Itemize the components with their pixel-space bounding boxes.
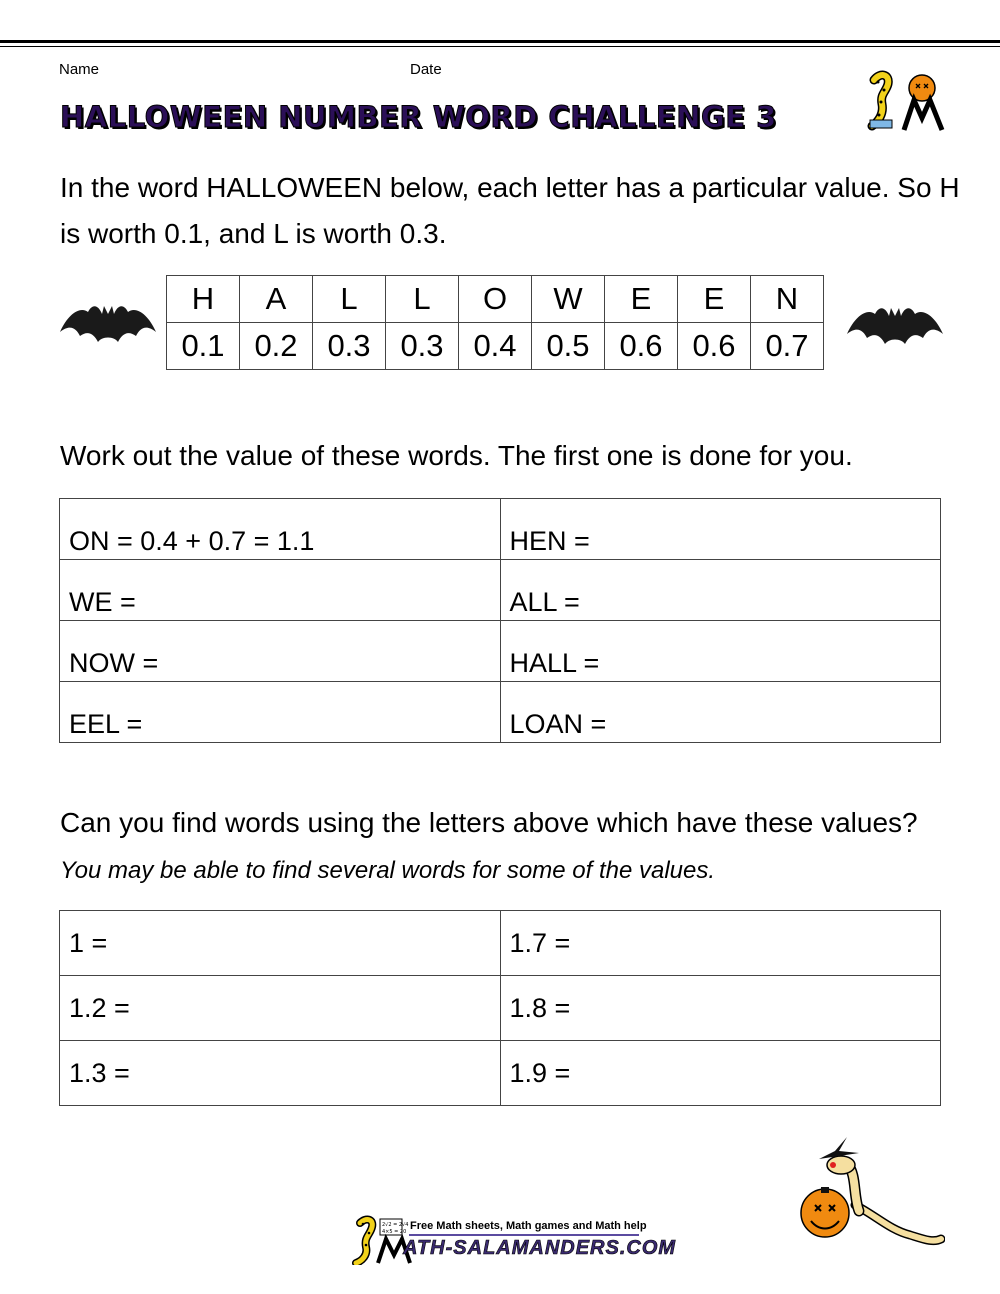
answer-cell[interactable]: 1.2 = (60, 976, 501, 1041)
bat-icon (845, 294, 945, 358)
footer-divider (409, 1234, 639, 1236)
table-row (60, 682, 941, 743)
value-cell: 0.6 (678, 323, 751, 370)
answer-cell[interactable]: 1.9 = (500, 1041, 941, 1106)
word-value-table (59, 498, 941, 743)
answer-cell[interactable]: LOAN = (500, 682, 941, 743)
question-hint: You may be able to find several words for some of the values. (60, 857, 716, 884)
letter-cell: O (459, 276, 532, 323)
top-rule-thin (0, 46, 1000, 47)
value-cell: 0.7 (751, 323, 824, 370)
top-rule (0, 40, 1000, 43)
question-main: Can you find words using the letters above which have these values? (60, 807, 918, 838)
value-cell: 0.4 (459, 323, 532, 370)
footer-site-link[interactable]: ATH-SALAMANDERS.COM (403, 1237, 677, 1259)
letter-cell: L (386, 276, 459, 323)
logo-formula-2: 4×5 = 20 (382, 1229, 407, 1235)
answer-cell[interactable]: EEL = (60, 682, 501, 743)
answer-cell[interactable]: HEN = (500, 499, 941, 560)
table-row (60, 560, 941, 621)
letter-cell: E (678, 276, 751, 323)
value-cell: 0.3 (313, 323, 386, 370)
value-cell: 0.1 (167, 323, 240, 370)
value-cell: 0.3 (386, 323, 459, 370)
find-words-table (59, 910, 941, 1106)
bat-icon (58, 292, 158, 356)
answer-cell[interactable]: ON = 0.4 + 0.7 = 1.1 (60, 499, 501, 560)
table-row (60, 976, 941, 1041)
letter-value-table (166, 275, 824, 370)
answer-cell[interactable]: ALL = (500, 560, 941, 621)
value-cell: 0.2 (240, 323, 313, 370)
footer-tagline: Free Math sheets, Math games and Math help (410, 1220, 647, 1232)
intro-text: In the word HALLOWEEN below, each letter has a particular value. So H is worth 0.1, and L is worth 0.3. (60, 172, 960, 249)
letter-cell: N (751, 276, 824, 323)
value-cell: 0.6 (605, 323, 678, 370)
letter-cell: H (167, 276, 240, 323)
letter-cell: L (313, 276, 386, 323)
logo-formula: 2√2 = 2√4 (382, 1222, 409, 1228)
answer-cell[interactable]: 1.8 = (500, 976, 941, 1041)
table-row (60, 1041, 941, 1106)
salamander-logo-icon (866, 70, 946, 132)
table-row (60, 911, 941, 976)
answer-cell[interactable]: 1 = (60, 911, 501, 976)
instruction-text: Work out the value of these words. The first one is done for you. (60, 440, 853, 471)
date-label: Date (410, 61, 442, 78)
letter-cell: W (532, 276, 605, 323)
answer-cell[interactable]: 1.3 = (60, 1041, 501, 1106)
question-text (60, 800, 960, 894)
table-row (60, 499, 941, 560)
name-label: Name (59, 61, 100, 78)
letter-cell: E (605, 276, 678, 323)
answer-cell[interactable]: HALL = (500, 621, 941, 682)
letter-cell: A (240, 276, 313, 323)
letter-row (167, 276, 824, 323)
witch-salamander-icon (795, 1135, 945, 1255)
answer-cell[interactable]: 1.7 = (500, 911, 941, 976)
answer-cell[interactable]: WE = (60, 560, 501, 621)
value-row (167, 323, 824, 370)
answer-cell[interactable]: NOW = (60, 621, 501, 682)
table-row (60, 621, 941, 682)
value-cell: 0.5 (532, 323, 605, 370)
worksheet-title: HALLOWEEN NUMBER WORD CHALLENGE 3 (60, 100, 777, 134)
